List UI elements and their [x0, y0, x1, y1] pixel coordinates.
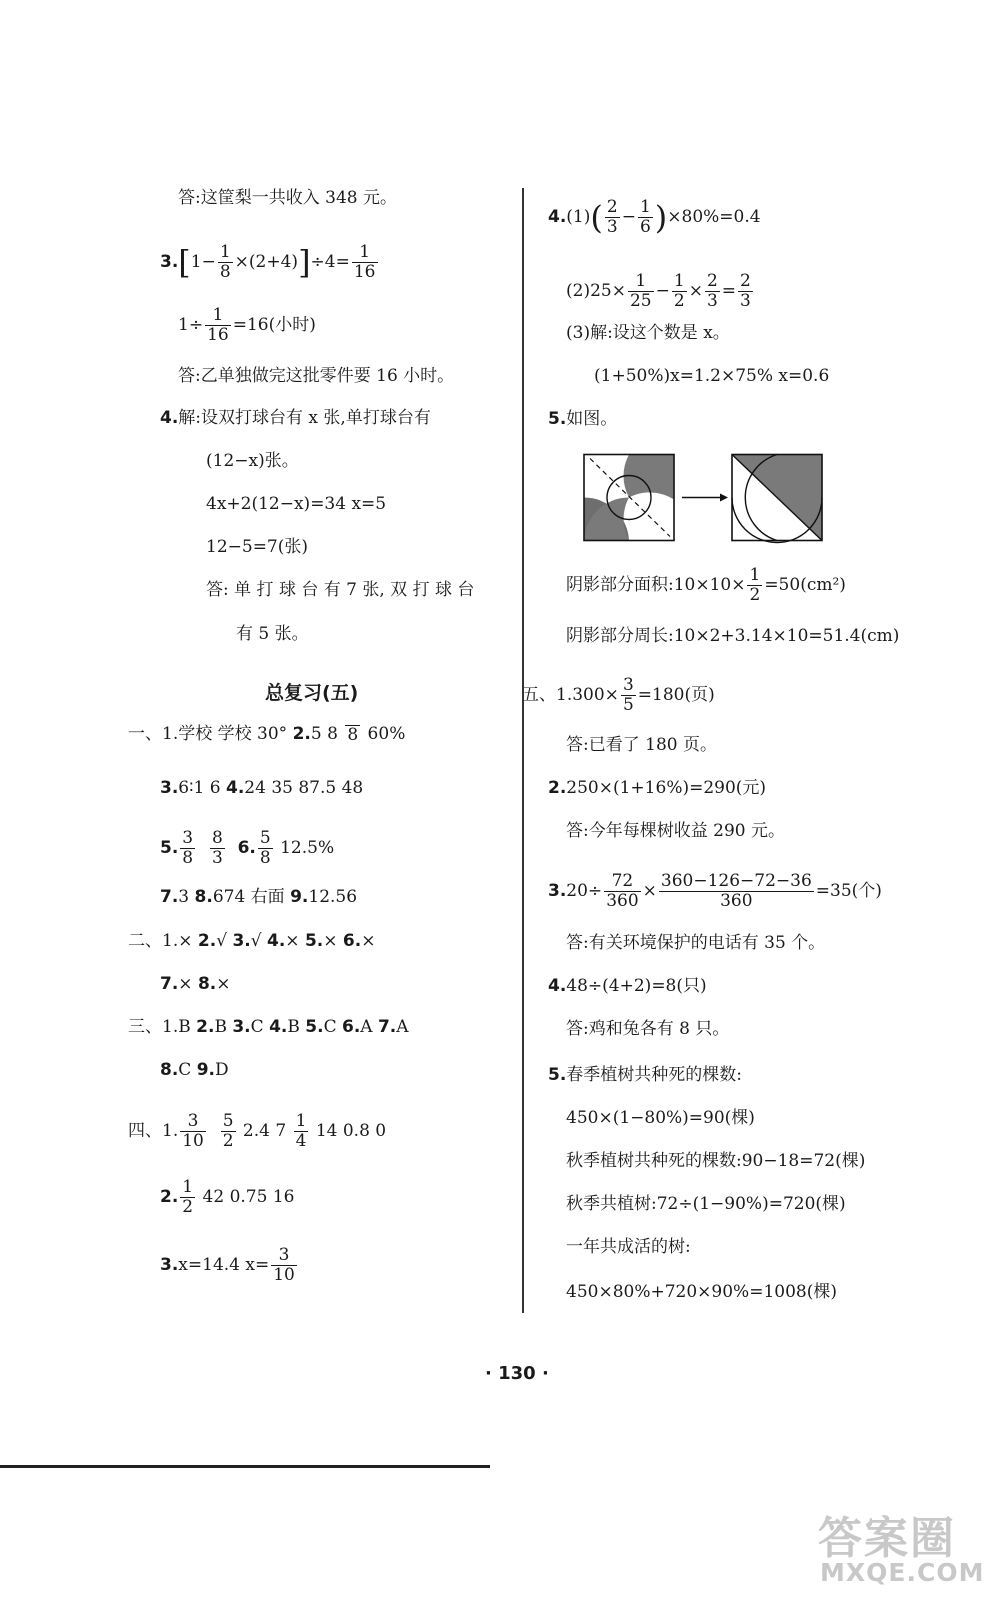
- watermark-logo: 答案圈 MXQE.COM: [818, 1513, 985, 1587]
- column-divider: [522, 188, 524, 1313]
- answer-line: 有 5 张。: [236, 624, 309, 644]
- answer-row: 7.3 8.674 右面 9.12.56: [160, 887, 358, 907]
- problem-line: 4.解:设双打球台有 x 张,单打球台有: [160, 408, 431, 428]
- answer-row: 3.6∶1 6 4.24 35 87.5 48: [160, 778, 364, 798]
- problem-line: 5.春季植树共种死的棵数:: [548, 1065, 743, 1085]
- equation-line: 秋季共植树:72÷(1−90%)=720(棵): [566, 1194, 846, 1214]
- equation-line: 五、1.300× $\frac{3}{5}$ =180(页): [522, 675, 715, 715]
- answer-line: 答:有关环境保护的电话有 35 个。: [566, 933, 826, 953]
- equation-line: 450×80%+720×90%=1008(棵): [566, 1282, 837, 1302]
- answer-row: 3.x=14.4 x= $\frac{3}{10}$: [160, 1245, 295, 1285]
- bottom-rule: [0, 1465, 490, 1468]
- answer-line: 答:鸡和兔各有 8 只。: [566, 1019, 730, 1039]
- answer-line: 答:这筐梨一共收入 348 元。: [178, 188, 397, 208]
- answer-row: 7.× 8.×: [160, 974, 231, 994]
- equation-line: 2.250×(1+16%)=290(元): [548, 778, 767, 798]
- answer-row: 四、1. $\frac{3}{10}$ $\frac{5}{2}$ 2.4 7 $\frac{1}{4}$ 14 0.8 0: [128, 1111, 387, 1151]
- equation-line: (2)25× $\frac{1}{25}$ − $\frac{1}{2}$ × $\frac{2}{3}$ = $\frac{2}{3}$: [566, 271, 751, 311]
- answer-line: 阴影部分周长:10×2+3.14×10=51.4(cm): [566, 626, 900, 646]
- answer-row: 8.C 9.D: [160, 1060, 229, 1080]
- equation-line: 3.[1− $\frac{1}{8}$ ×(2+4)]÷4= $\frac{1}{16}$: [160, 242, 376, 282]
- problem-line: 一年共成活的树:: [566, 1237, 691, 1257]
- answer-row: 三、1.B 2.B 3.C 4.B 5.C 6.A 7.A: [128, 1017, 409, 1037]
- equation-line: 4.(1)( $\frac{2}{3}$ − $\frac{1}{6}$ )×80%=0.4: [548, 197, 761, 237]
- answer-line: 阴影部分面积:10×10× $\frac{1}{2}$ =50(cm²): [566, 565, 846, 605]
- answer-row: 2. $\frac{1}{2}$ 42 0.75 16: [160, 1177, 295, 1217]
- equation-line: 450×(1−80%)=90(棵): [566, 1108, 755, 1128]
- answer-row: 二、1.× 2.√ 3.√ 4.× 5.× 6.×: [128, 931, 376, 951]
- equation-line: 秋季植树共种死的棵数:90−18=72(棵): [566, 1151, 866, 1171]
- equation-line: 3.20÷ $\frac{72}{360}$ × $\frac{360-126-72-36}{360}$ =35(个): [548, 871, 882, 911]
- problem-line: 5.如图。: [548, 409, 618, 429]
- answer-row: 5. $\frac{3}{8}$ $\frac{8}{3}$ 6. $\frac{5}{8}$ 12.5%: [160, 828, 335, 868]
- problem-line: (3)解:设这个数是 x。: [566, 323, 730, 343]
- answer-line: 答:今年每棵树收益 290 元。: [566, 821, 785, 841]
- answer-row: 一、1.学校 学校 30° 2.5 8 8 60%: [128, 724, 406, 745]
- equation-line: 4.48÷(4+2)=8(只): [548, 976, 707, 996]
- equation-line: 4x+2(12−x)=34 x=5: [206, 494, 387, 514]
- equation-line: 1÷ $\frac{1}{16}$ =16(小时): [178, 305, 316, 345]
- answer-line: 答:乙单独做完这批零件要 16 小时。: [178, 366, 455, 386]
- shaded-square-figure: [582, 450, 842, 545]
- equation-line: 12−5=7(张): [206, 537, 309, 557]
- equation-line: (1+50%)x=1.2×75% x=0.6: [594, 366, 830, 386]
- page-number: · 130 ·: [485, 1363, 549, 1384]
- answer-line: 答: 单 打 球 台 有 7 张, 双 打 球 台: [206, 580, 475, 600]
- problem-line: (12−x)张。: [206, 451, 299, 471]
- section-heading: 总复习(五): [265, 682, 359, 704]
- answer-line: 答:已看了 180 页。: [566, 735, 717, 755]
